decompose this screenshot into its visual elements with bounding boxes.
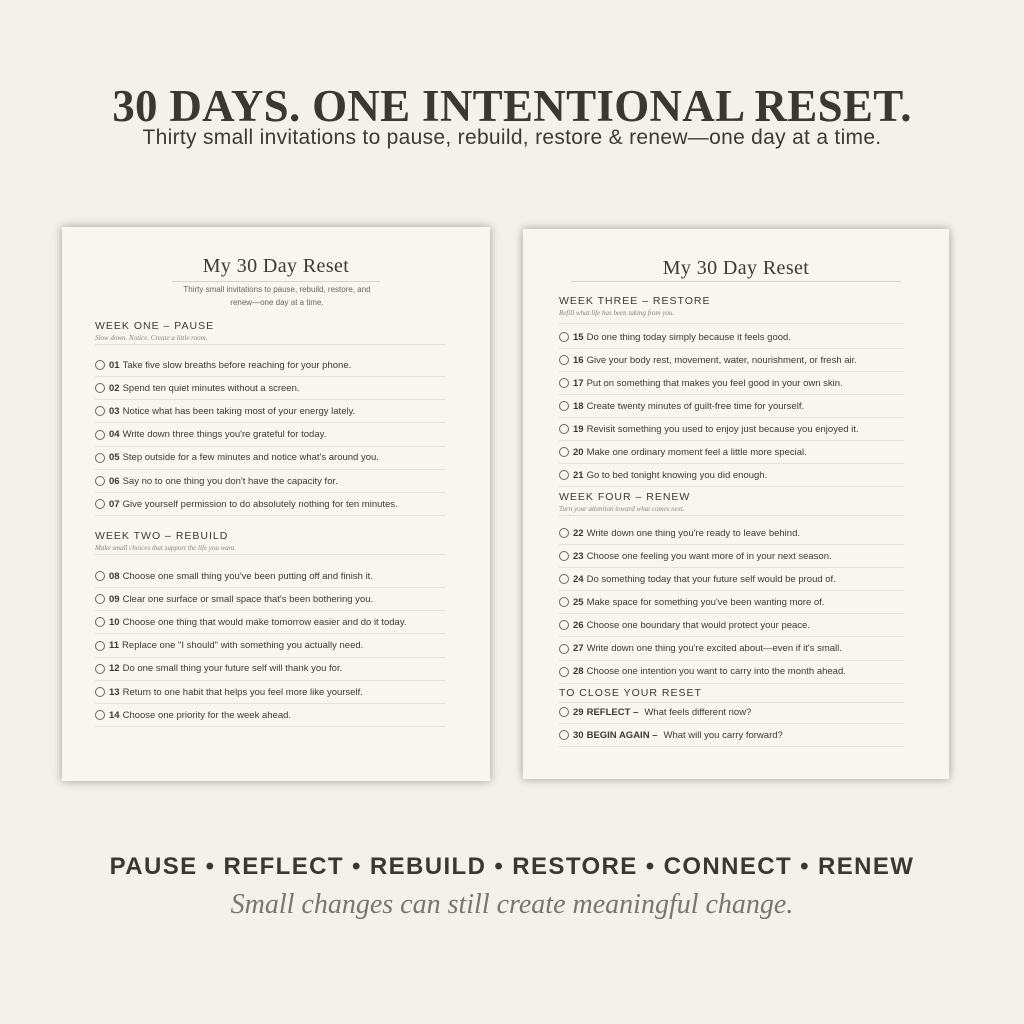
close-reset-heading: TO CLOSE YOUR RESET (559, 687, 702, 699)
item-text: Choose one thing that would make tomorrow easier and do it today. (122, 616, 407, 628)
checkbox-circle[interactable] (95, 594, 105, 604)
intro-line: Thirty small invitations to pause, rebuild, restore, and (183, 285, 371, 294)
item-text: Revisit something you used to enjoy just because you enjoyed it. (586, 423, 859, 435)
item-text: Choose one intention you want to carry into the month ahead. (586, 666, 846, 678)
title-divider (172, 281, 380, 282)
day-number: 30 (573, 729, 584, 741)
week-divider (95, 554, 445, 555)
day-number: 25 (573, 596, 584, 608)
checkbox-circle[interactable] (95, 360, 105, 370)
checklist-item (559, 372, 904, 395)
checklist-item (559, 545, 904, 568)
checklist-sheet-right (523, 229, 949, 779)
checkbox-circle[interactable] (559, 401, 569, 411)
checklist-item (95, 354, 445, 377)
day-number: 09 (109, 593, 120, 605)
day-number: 29 (573, 706, 584, 718)
item-text: Step outside for a few minutes and notice what's around you. (122, 452, 379, 464)
item-text: Do something today that your future self would be proud of. (586, 573, 836, 585)
checkbox-circle[interactable] (95, 406, 105, 416)
checklist-sheet-left (62, 227, 490, 781)
checkbox-circle[interactable] (95, 710, 105, 720)
pillars-line: PAUSE • REFLECT • REBUILD • RESTORE • CONNECT • RENEW (109, 853, 915, 880)
item-text: Clear one surface or small space that's been bothering you. (122, 593, 374, 605)
checklist-item (559, 568, 904, 591)
week-four-heading: WEEK FOUR – RENEW (559, 491, 691, 503)
checklist-item (559, 522, 904, 545)
day-number: 22 (573, 527, 584, 539)
item-text: Give your body rest, movement, water, nourishment, or fresh air. (586, 354, 857, 366)
checklist-item (559, 441, 904, 464)
week-divider (559, 515, 904, 516)
checklist-item (95, 704, 445, 727)
checklist-item (95, 470, 445, 493)
day-number: 20 (573, 446, 584, 458)
checkbox-circle[interactable] (559, 447, 569, 457)
intro-line: renew—one day at a time. (230, 298, 324, 307)
item-text: Give yourself permission to do absolutely nothing for ten minutes. (122, 498, 398, 510)
checkbox-circle[interactable] (95, 453, 105, 463)
item-text: Choose one boundary that would protect your peace. (586, 619, 810, 631)
item-text: Return to one habit that helps you feel more like yourself. (122, 686, 363, 698)
day-number: 01 (109, 359, 120, 371)
checkbox-circle[interactable] (95, 430, 105, 440)
checklist-item (95, 635, 445, 658)
day-number: 19 (573, 423, 584, 435)
checklist-item (95, 424, 445, 447)
checkbox-circle[interactable] (95, 617, 105, 627)
checklist-item (95, 611, 445, 634)
day-number: 16 (573, 354, 584, 366)
week-one-subtitle: Slow down. Notice. Create a little room. (95, 334, 208, 342)
checkbox-circle[interactable] (559, 597, 569, 607)
checkbox-circle[interactable] (95, 687, 105, 697)
day-number: 21 (573, 469, 584, 481)
subheadline: Thirty small invitations to pause, rebuild, restore & renew—one day at a time. (142, 126, 882, 149)
sheet-title: My 30 Day Reset (202, 255, 350, 277)
checklist-item (559, 395, 904, 418)
item-text: Do one small thing your future self will thank you for. (122, 663, 343, 675)
checkbox-circle[interactable] (559, 470, 569, 480)
prompt-label: REFLECT – (586, 706, 639, 718)
checkbox-circle[interactable] (559, 574, 569, 584)
checklist-item (95, 565, 445, 588)
checkbox-circle[interactable] (559, 424, 569, 434)
checkbox-circle[interactable] (559, 378, 569, 388)
week-four-subtitle: Turn your attention toward what comes next. (559, 505, 685, 513)
checkbox-circle[interactable] (559, 730, 569, 740)
checklist-item (95, 447, 445, 470)
checklist-item (559, 661, 904, 684)
item-text: Take five slow breaths before reaching for your phone. (122, 359, 352, 371)
week-one-heading: WEEK ONE – PAUSE (95, 320, 215, 332)
day-number: 06 (109, 475, 120, 487)
checkbox-circle[interactable] (95, 499, 105, 509)
item-text: Make one ordinary moment feel a little more special. (586, 446, 807, 458)
day-number: 13 (109, 686, 120, 698)
sheet-intro (152, 283, 402, 309)
checklist-item (95, 658, 445, 681)
item-text: Put on something that makes you feel good in your own skin. (586, 377, 843, 389)
checkbox-circle[interactable] (95, 476, 105, 486)
item-text: Write down three things you're grateful for today. (122, 429, 327, 441)
day-number: 15 (573, 331, 584, 343)
week-divider (559, 323, 904, 324)
sheet-title: My 30 Day Reset (662, 257, 810, 279)
checklist-item (559, 591, 904, 614)
item-text: What feels different now? (644, 706, 752, 718)
item-text: Go to bed tonight knowing you did enough. (586, 469, 768, 481)
checkbox-circle[interactable] (559, 667, 569, 677)
checkbox-circle[interactable] (559, 551, 569, 561)
day-number: 10 (109, 616, 120, 628)
day-number: 17 (573, 377, 584, 389)
day-number: 03 (109, 405, 120, 417)
checklist-item (95, 681, 445, 704)
day-number: 11 (109, 640, 120, 652)
checkbox-circle[interactable] (95, 571, 105, 581)
checklist-item (559, 614, 904, 637)
item-text: Spend ten quiet minutes without a screen. (122, 382, 300, 394)
item-text: Write down one thing you're ready to leave behind. (586, 527, 800, 539)
checklist-item (559, 349, 904, 372)
week-divider (95, 344, 445, 345)
item-text: What will you carry forward? (663, 729, 783, 741)
checklist-item (95, 588, 445, 611)
tagline: Small changes can still create meaningful change. (230, 889, 794, 920)
checkbox-circle[interactable] (559, 528, 569, 538)
week-two-heading: WEEK TWO – REBUILD (95, 530, 229, 542)
checkbox-circle[interactable] (95, 641, 105, 651)
checklist-item (95, 400, 445, 423)
item-text: Choose one feeling you want more of in your next season. (586, 550, 832, 562)
prompt-label: BEGIN AGAIN – (586, 729, 658, 741)
item-text: Say no to one thing you don't have the capacity for. (122, 475, 338, 487)
checklist-item (559, 724, 904, 747)
day-number: 07 (109, 498, 120, 510)
day-number: 18 (573, 400, 584, 412)
item-text: Notice what has been taking most of your energy lately. (122, 405, 356, 417)
checkbox-circle[interactable] (559, 332, 569, 342)
week-two-subtitle: Make small choices that support the life you want. (95, 544, 236, 552)
checkbox-circle[interactable] (559, 644, 569, 654)
item-text: Do one thing today simply because it feels good. (586, 331, 791, 343)
day-number: 27 (573, 643, 584, 654)
day-number: 23 (573, 550, 584, 562)
checkbox-circle[interactable] (95, 664, 105, 674)
item-text: Write down one thing you're excited about—even if it's small. (586, 643, 842, 654)
item-text: Choose one small thing you've been putting off and finish it. (122, 570, 373, 582)
day-number: 02 (109, 382, 120, 394)
checklist-item (559, 418, 904, 441)
day-number: 05 (109, 452, 120, 464)
item-text: Create twenty minutes of guilt-free time for yourself. (586, 400, 805, 412)
day-number: 12 (109, 663, 120, 675)
checklist-item (559, 701, 904, 724)
day-number: 08 (109, 570, 120, 582)
checkbox-circle[interactable] (559, 620, 569, 630)
week-three-subtitle: Refill what life has been taking from you. (559, 309, 675, 317)
day-number: 26 (573, 619, 584, 631)
day-number: 04 (109, 429, 120, 441)
item-text: Replace one "I should" with something you actually need. (122, 640, 364, 652)
headline: 30 DAYS. ONE INTENTIONAL RESET. (112, 81, 912, 131)
checkbox-circle[interactable] (95, 383, 105, 393)
item-text: Choose one priority for the week ahead. (122, 709, 292, 721)
item-text: Make space for something you've been wanting more of. (586, 596, 825, 608)
checkbox-circle[interactable] (559, 707, 569, 717)
checklist-item (559, 638, 904, 661)
checklist-item (95, 377, 445, 400)
title-divider (571, 281, 901, 282)
checkbox-circle[interactable] (559, 355, 569, 365)
day-number: 24 (573, 573, 584, 585)
checklist-item (559, 464, 904, 487)
week-three-heading: WEEK THREE – RESTORE (559, 295, 711, 307)
checklist-item (559, 326, 904, 349)
checklist-item (95, 493, 445, 516)
day-number: 14 (109, 709, 120, 721)
day-number: 28 (573, 666, 584, 678)
